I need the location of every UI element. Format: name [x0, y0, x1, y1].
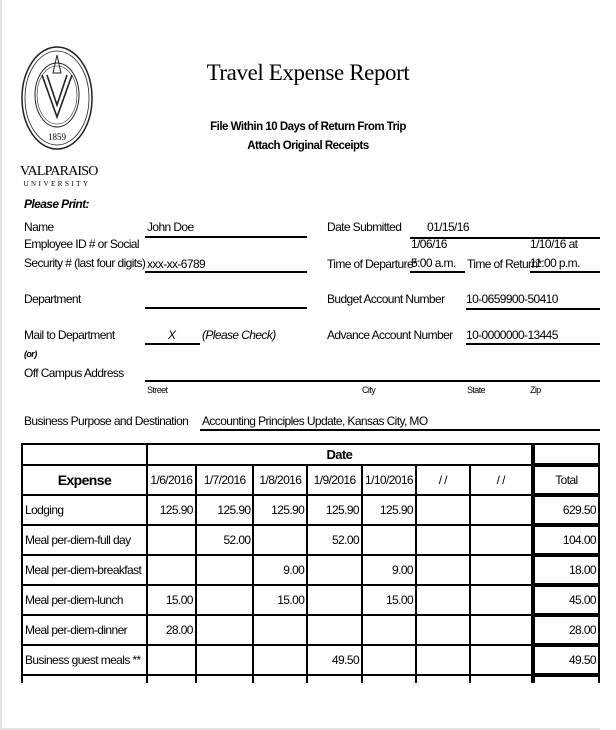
expense-label: Meal per-diem-lunch [22, 585, 147, 615]
expense-amount-cell[interactable] [470, 495, 532, 525]
expense-label: Meal per-diem-dinner [22, 615, 147, 645]
expense-amount-cell[interactable] [307, 615, 362, 645]
mail-check-field[interactable]: X [168, 328, 176, 342]
city-label: City [362, 385, 376, 395]
table-row [22, 615, 599, 645]
expense-amount-cell[interactable]: 9.00 [362, 555, 416, 585]
table-row-partial [22, 675, 599, 683]
expense-label: Business guest meals ** [22, 645, 147, 675]
zip-label: Zip [530, 385, 541, 395]
street-label: Street [147, 385, 168, 395]
total-header: Total [534, 465, 599, 495]
svg-text:1859: 1859 [48, 132, 66, 142]
date-column-header: 1/10/2016 [362, 465, 416, 495]
expense-amount-cell[interactable] [470, 585, 532, 615]
date-column-header: / / [416, 465, 470, 495]
expense-amount-cell[interactable] [470, 555, 532, 585]
state-label: State [467, 385, 486, 395]
employee-id-underline [145, 271, 307, 273]
please-check-label: (Please Check) [202, 328, 276, 342]
expense-amount-cell[interactable] [196, 585, 254, 615]
subtitle-attach-receipts: Attach Original Receipts [247, 140, 369, 152]
table-row [22, 555, 599, 585]
expense-amount-cell[interactable]: 15.00 [147, 585, 196, 615]
table-row [22, 645, 599, 675]
return-label: Time of Return* [467, 257, 542, 271]
table-row [22, 525, 599, 555]
expense-amount-cell[interactable] [362, 615, 416, 645]
date-column-header: 1/6/2016 [147, 465, 196, 495]
departure-time-field[interactable]: 5:00 a.m. [411, 256, 456, 270]
expense-amount-cell[interactable] [253, 525, 307, 555]
expense-amount-cell[interactable]: 125.90 [147, 495, 196, 525]
date-header: Date [147, 444, 532, 465]
expense-amount-cell[interactable] [253, 615, 307, 645]
off-campus-address-label: Off Campus Address [24, 366, 124, 380]
business-purpose-underline [200, 429, 600, 431]
logo-name: VALPARAISO [20, 164, 98, 179]
departure-underline [410, 271, 465, 273]
row-total-cell: 45.00 [534, 585, 599, 615]
expense-amount-cell[interactable]: 52.00 [196, 525, 254, 555]
empty-total-header-cell [534, 444, 599, 465]
date-column-header: 1/9/2016 [307, 465, 362, 495]
expense-amount-cell[interactable] [307, 555, 362, 585]
expense-amount-cell[interactable]: 28.00 [147, 615, 196, 645]
expense-amount-cell[interactable]: 15.00 [362, 585, 416, 615]
expense-amount-cell[interactable]: 125.90 [253, 495, 307, 525]
mail-to-department-label: Mail to Department [24, 328, 115, 342]
expense-amount-cell[interactable] [147, 555, 196, 585]
please-print-label: Please Print: [24, 197, 89, 211]
expense-amount-cell[interactable]: 49.50 [307, 645, 362, 675]
expense-table [21, 443, 600, 683]
expense-amount-cell[interactable] [416, 495, 470, 525]
or-label: (or) [24, 349, 37, 359]
expense-amount-cell[interactable]: 125.90 [307, 495, 362, 525]
table-header-row [22, 465, 599, 495]
expense-amount-cell[interactable] [196, 645, 254, 675]
departure-label: Time of Departure* [327, 257, 418, 271]
expense-amount-cell[interactable] [147, 525, 196, 555]
expense-amount-cell[interactable]: 52.00 [307, 525, 362, 555]
business-purpose-field[interactable]: Accounting Principles Update, Kansas City, MO [202, 414, 428, 428]
employee-id-label-line1: Employee ID # or Social [24, 237, 139, 251]
employee-id-label-line2: Security # (last four digits) [24, 256, 146, 270]
business-purpose-label: Business Purpose and Destination [24, 414, 189, 428]
expense-label: Lodging [22, 495, 147, 525]
expense-amount-cell[interactable]: 125.90 [362, 495, 416, 525]
date-column-header: 1/8/2016 [253, 465, 307, 495]
expense-amount-cell[interactable] [196, 615, 254, 645]
expense-amount-cell[interactable] [416, 585, 470, 615]
table-header-row-date [22, 444, 599, 465]
expense-amount-cell[interactable] [470, 645, 532, 675]
off-campus-address-field[interactable] [145, 380, 600, 382]
logo-subname: UNIVERSITY [23, 180, 91, 188]
budget-account-underline [466, 308, 600, 310]
expense-amount-cell[interactable] [196, 555, 254, 585]
advance-account-field[interactable]: 10-0000000-13445 [466, 328, 558, 342]
department-label: Department [24, 292, 81, 306]
expense-amount-cell[interactable] [362, 645, 416, 675]
name-underline [145, 236, 307, 238]
table-row [22, 585, 599, 615]
date-submitted-field[interactable]: 01/15/16 [427, 220, 469, 234]
expense-amount-cell[interactable] [416, 645, 470, 675]
return-underline [530, 271, 600, 273]
expense-amount-cell[interactable] [147, 645, 196, 675]
mail-check-underline [145, 343, 200, 345]
expense-amount-cell[interactable]: 15.00 [253, 585, 307, 615]
expense-amount-cell[interactable] [470, 615, 532, 645]
subtitle-file-within: File Within 10 Days of Return From Trip [210, 121, 406, 133]
expense-amount-cell[interactable] [362, 525, 416, 555]
expense-amount-cell[interactable]: 9.00 [253, 555, 307, 585]
date-column-header: / / [470, 465, 532, 495]
date-submitted-label: Date Submitted [327, 220, 402, 234]
name-field[interactable]: John Doe [147, 220, 194, 234]
table-row [22, 495, 599, 525]
expense-amount-cell[interactable]: 125.90 [196, 495, 254, 525]
advance-account-underline [466, 343, 600, 345]
page-title: Travel Expense Report [206, 60, 410, 85]
row-total-cell: 104.00 [534, 525, 599, 555]
department-field[interactable] [145, 307, 307, 309]
return-date-field[interactable]: 1/10/16 at [530, 237, 578, 251]
row-total-cell: 629.50 [534, 495, 599, 525]
return-time-field[interactable]: 11:00 p.m. [530, 256, 580, 270]
expense-amount-cell[interactable] [416, 615, 470, 645]
employee-id-field[interactable]: xxx-xx-6789 [147, 257, 206, 271]
row-total-cell: 49.50 [534, 645, 599, 675]
departure-date-field[interactable]: 1/06/16 [411, 237, 447, 251]
expense-amount-cell[interactable] [470, 525, 532, 555]
expense-amount-cell[interactable] [416, 525, 470, 555]
expense-label: Meal per-diem-full day [22, 525, 147, 555]
empty-header-cell [22, 444, 147, 465]
expense-amount-cell[interactable] [416, 555, 470, 585]
expense-amount-cell[interactable] [307, 585, 362, 615]
date-column-header: 1/7/2016 [196, 465, 254, 495]
advance-account-label: Advance Account Number [327, 328, 453, 342]
name-label: Name [24, 220, 54, 234]
budget-account-field[interactable]: 10-0659900-50410 [466, 292, 558, 306]
row-total-cell: 18.00 [534, 555, 599, 585]
row-total-cell: 28.00 [534, 615, 599, 645]
expense-header: Expense [22, 465, 147, 495]
expense-label: Meal per-diem-breakfast [22, 555, 147, 585]
budget-account-label: Budget Account Number [327, 292, 445, 306]
expense-amount-cell[interactable] [253, 645, 307, 675]
